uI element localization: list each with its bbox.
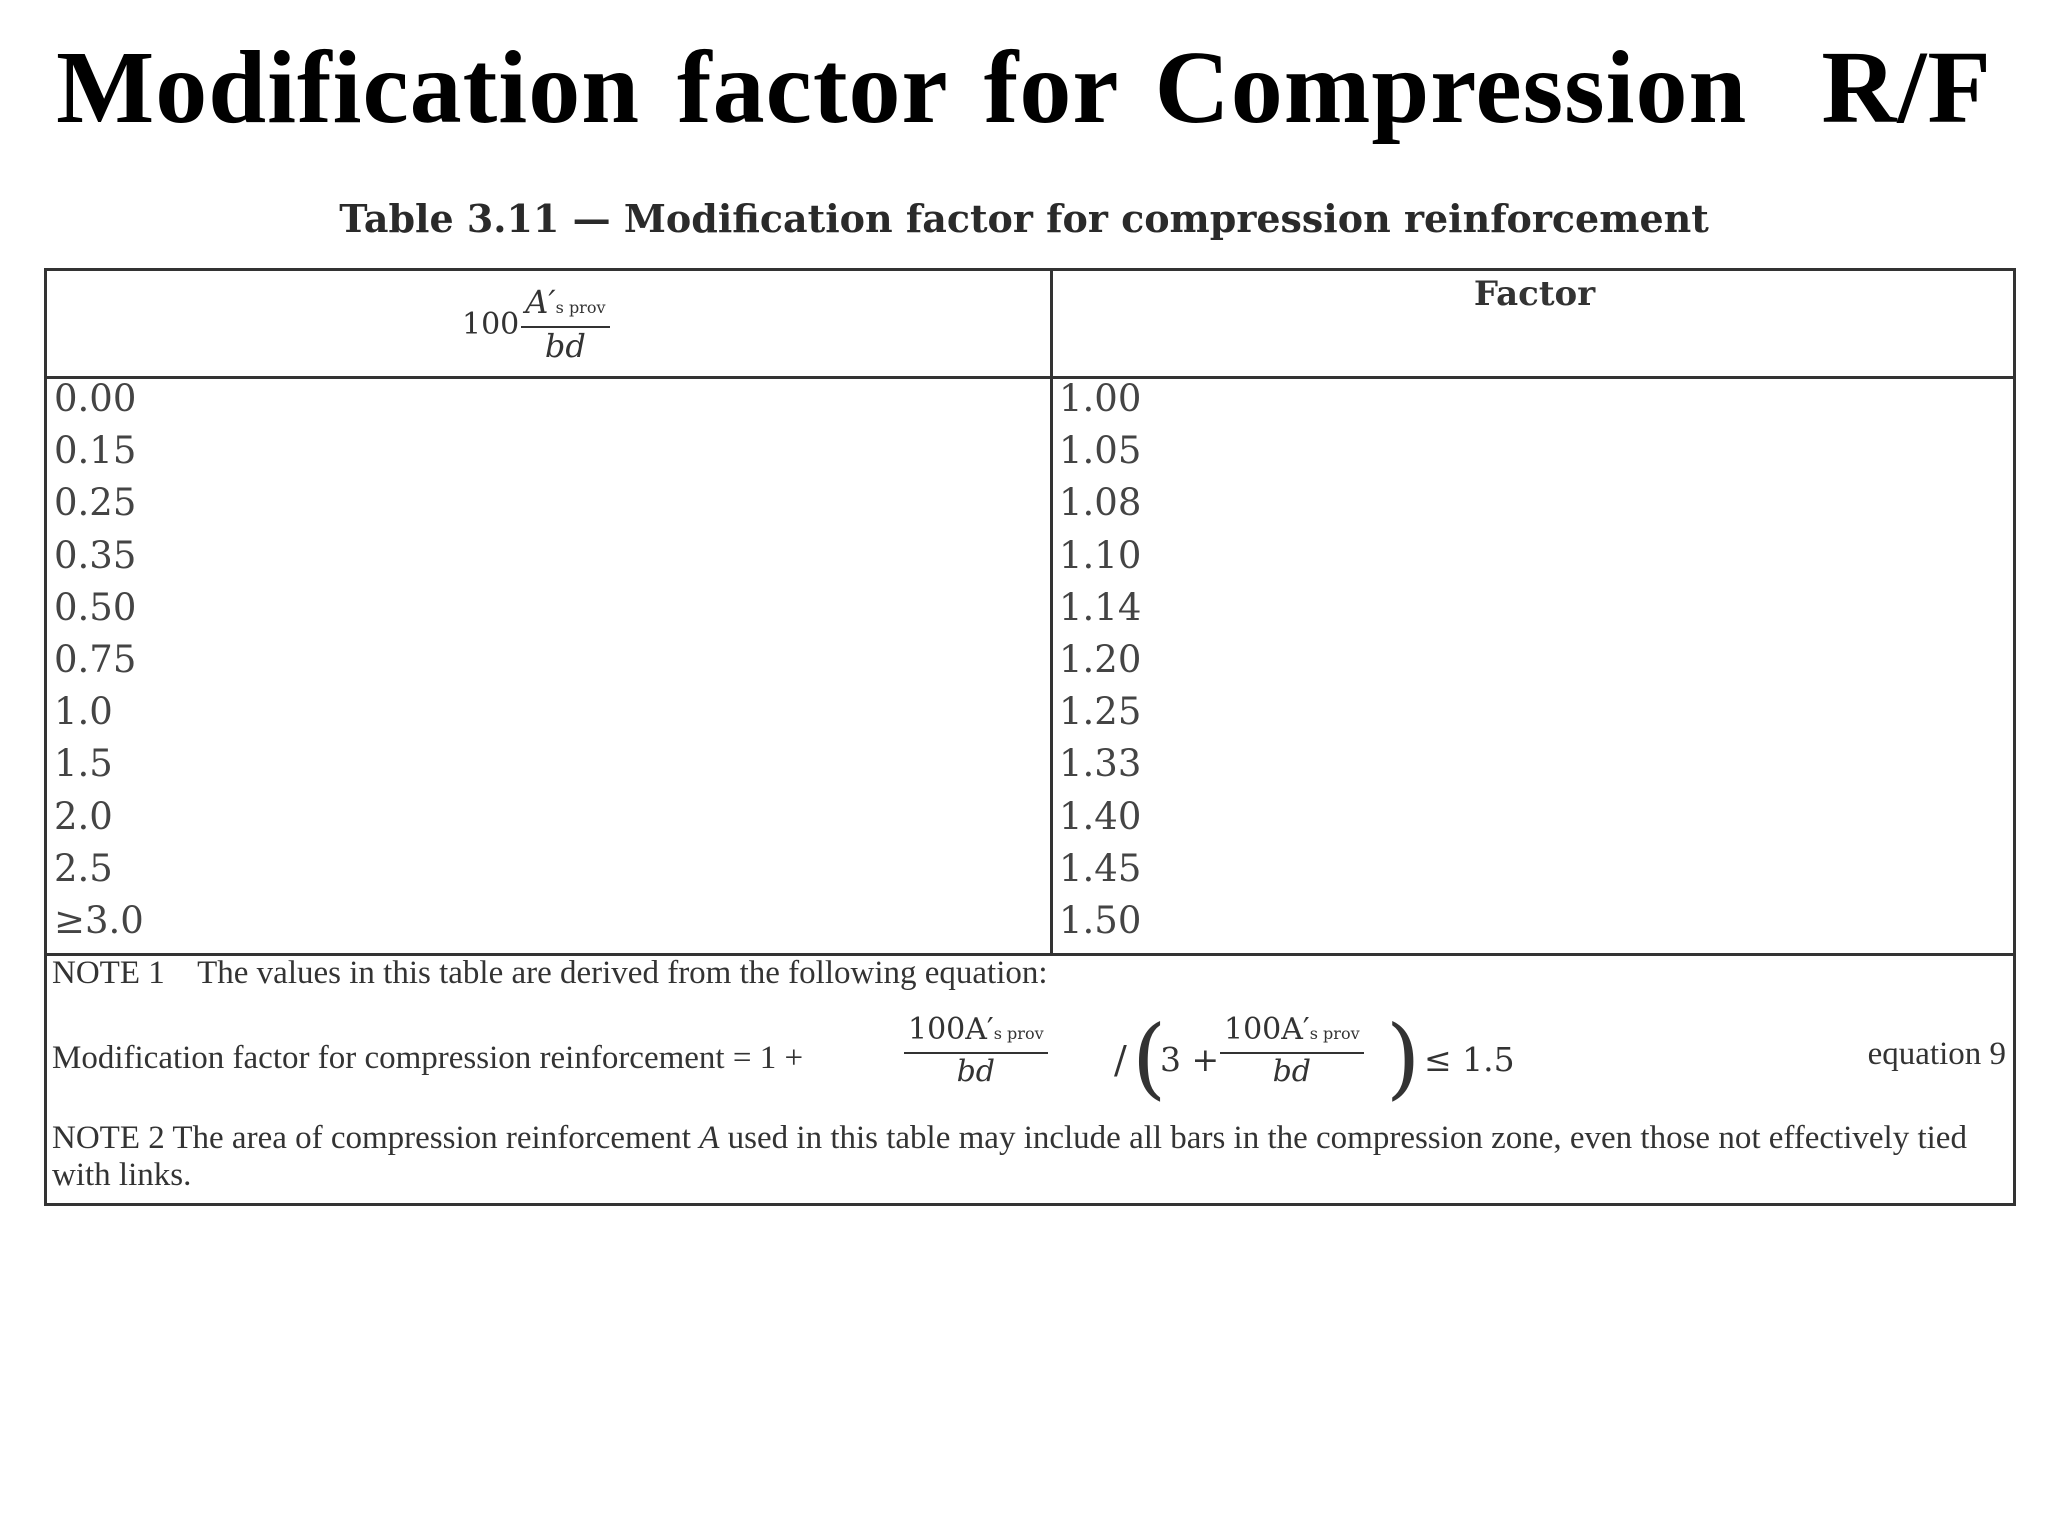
ratio-cell: 0.25 (54, 481, 137, 525)
header-ratio-numerator-subscript: s prov (555, 298, 606, 317)
ratio-cell: 2.0 (54, 794, 113, 838)
slide-title: Modification factor for Compression R/F (56, 30, 1992, 145)
table-row (50, 480, 2010, 532)
equation-three-plus: 3 + (1160, 1040, 1220, 1079)
factor-cell: 1.25 (1059, 690, 1142, 734)
factor-cell: 1.45 (1059, 846, 1142, 890)
ratio-cell: 1.5 (54, 742, 113, 786)
header-ratio-numerator (521, 284, 609, 328)
equation-close-paren: ) (1386, 1006, 1421, 1109)
note-2-prefix: NOTE 2 The area of compression reinforcement (52, 1120, 700, 1156)
equation-fraction-1-subscript: s prov (993, 1024, 1044, 1043)
ratio-cell: 0.15 (54, 429, 137, 473)
header-factor: Factor (1473, 274, 1596, 314)
equation-9 (52, 1006, 2012, 1116)
table-body (50, 376, 2010, 950)
table-row (50, 585, 2010, 637)
equation-fraction-2-subscript: s prov (1309, 1024, 1360, 1043)
header-ratio-coefficient: 100 (462, 306, 520, 342)
table-row (50, 533, 2010, 585)
table-row (50, 846, 2010, 898)
table-row (50, 898, 2010, 950)
table-row (50, 376, 2010, 428)
factor-cell: 1.14 (1059, 585, 1142, 629)
equation-slash: / (1114, 1038, 1127, 1082)
equation-fraction-2 (1220, 1012, 1364, 1090)
equation-fraction-1 (904, 1012, 1048, 1090)
note-1: NOTE 1 The values in this table are derived from the following equation: (52, 955, 1048, 991)
ratio-cell: 0.00 (54, 377, 137, 420)
factor-cell: 1.10 (1059, 533, 1142, 577)
table-caption: Table 3.11 — Modification factor for compression reinforcement (339, 196, 1709, 241)
ratio-cell: 1.0 (54, 690, 113, 734)
header-ratio-numerator-symbol: A′ (525, 283, 556, 321)
equation-fraction-1-numerator-symbol: 100A′ (908, 1012, 994, 1047)
header-ratio-denominator: bd (544, 327, 586, 365)
table-row (50, 689, 2010, 741)
table-row (50, 741, 2010, 793)
equation-fraction-1-denominator: bd (956, 1054, 996, 1089)
factor-cell: 1.00 (1059, 377, 1142, 420)
note-2-symbol: A (699, 1120, 720, 1156)
table-row (50, 428, 2010, 480)
equation-lhs: Modification factor for compression reinforcement = 1 + (52, 1040, 804, 1076)
equation-fraction-2-numerator-symbol: 100A′ (1224, 1012, 1310, 1047)
header-ratio-formula (462, 278, 610, 370)
equation-fraction-2-denominator: bd (1272, 1054, 1312, 1089)
equation-label: equation 9 (1867, 1036, 2006, 1072)
ratio-cell: 0.50 (54, 585, 137, 629)
table-row (50, 637, 2010, 689)
ratio-cell: ≥3.0 (54, 898, 144, 942)
factor-cell: 1.33 (1059, 742, 1142, 786)
table-row (50, 794, 2010, 846)
note-2-suffix: used in this table may include all bars in the compression zone, even those not effectively tied with links. (52, 1120, 1967, 1193)
factor-cell: 1.05 (1059, 429, 1142, 473)
note-2 (52, 1120, 2002, 1194)
equation-fraction-2-numerator (1220, 1012, 1364, 1054)
ratio-cell: 0.35 (54, 533, 137, 577)
equation-fraction-1-numerator (904, 1012, 1048, 1054)
factor-cell: 1.20 (1059, 637, 1142, 681)
factor-cell: 1.50 (1059, 898, 1142, 942)
ratio-cell: 0.75 (54, 637, 137, 681)
equation-limit: ≤ 1.5 (1424, 1040, 1515, 1079)
ratio-cell: 2.5 (54, 846, 113, 890)
header-ratio-fraction (521, 284, 609, 364)
factor-cell: 1.08 (1059, 481, 1142, 525)
factor-cell: 1.40 (1059, 794, 1142, 838)
equation-open-paren: ( (1132, 1006, 1167, 1109)
